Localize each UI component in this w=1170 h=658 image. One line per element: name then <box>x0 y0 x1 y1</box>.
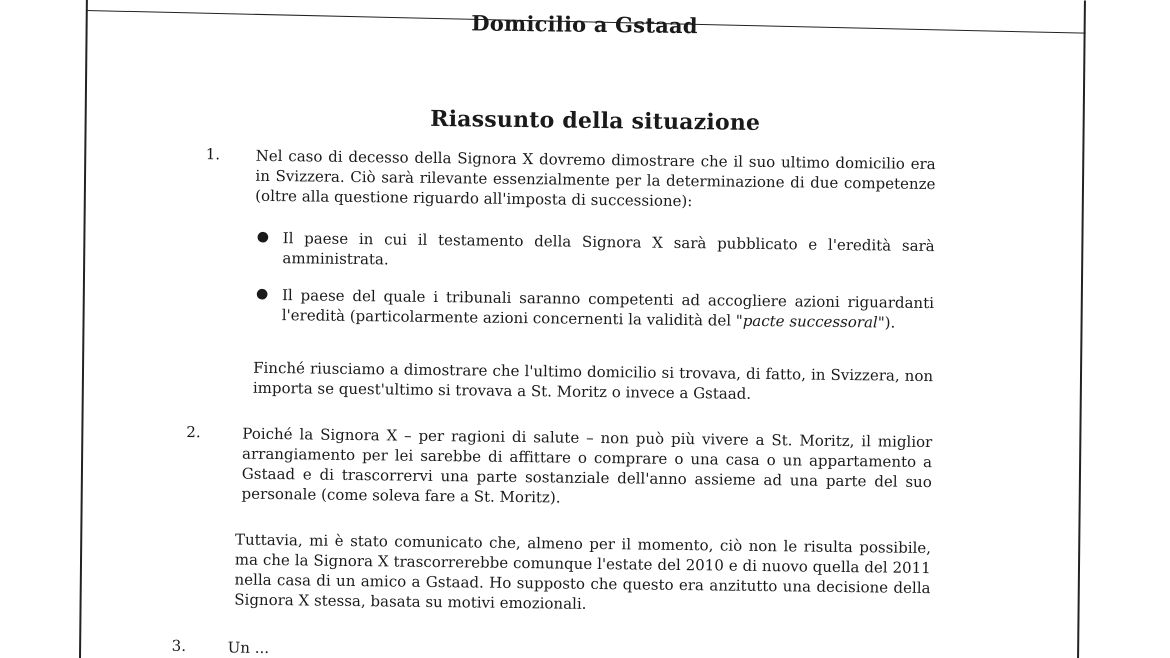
item-number-1: 1. <box>205 145 221 164</box>
item-1-conclusion: Finché riusciamo a dimostrare che l'ultimo domicilio si trovava, di fatto, in Svizzera, non importa se quest'ultimo si trovava a St. Moritz o invece a Gstaad. <box>252 358 934 403</box>
item-2-intro: Poiché la Signora X – per ragioni di salute – non può più vivere a St. Moritz, il miglior arrangiamento per lei sarebbe di affittare o comprare o una casa o un appartamento a Gstaad e di trascorrervi una parte sostanziale dell'anno assieme ad una parte del suo personale (come soleva fare a St. Moritz). <box>241 424 933 507</box>
item-number-2: 2. <box>186 422 201 442</box>
item-1-bullet-2 <box>282 285 934 333</box>
document-title: Domicilio a Gstaad <box>471 10 698 39</box>
bullet-icon: ● <box>256 228 270 245</box>
item-1-bullet-2-end: ). <box>884 313 896 332</box>
bullet-icon: ● <box>255 285 269 302</box>
document-subtitle: Riassunto della situazione <box>430 105 761 136</box>
item-1-bullet-2-text: Il paese del quale i tribunali saranno competenti ad accogliere azioni riguardanti l'eredità (particolarmente azioni concernenti la validità del <box>281 286 935 330</box>
item-number-3: 3. <box>171 636 187 655</box>
item-1-bullet-2-italic: "pacte successoral" <box>735 311 885 332</box>
item-2-conclusion: Tuttavia, mi è stato comunicato che, almeno per il momento, ciò non le risulta possibile, ma che la Signora X trascorrerebbe comunque l'estate del 2010 e di nuovo quella del 2011 nella casa di un amico a Gstaad. Ho supposto che questo era anzitutto una decisione della Signora X stessa, basata su motivi emozionali. <box>234 530 932 613</box>
item-1-bullet-1: Il paese in cui il testamento della Signora X sarà pubblicato e l'eredità sarà amministrata. <box>282 229 935 269</box>
item-3-intro: Un ... <box>227 638 270 657</box>
item-1-intro: Nel caso di decesso della Signora X dovremo dimostrare che il suo ultimo domicilio era in Svizzera. Ciò sarà rilevante essenzialmente per la determinazione di due competenze (oltre alla questione riguardo all'imposta di successione): <box>255 146 936 211</box>
